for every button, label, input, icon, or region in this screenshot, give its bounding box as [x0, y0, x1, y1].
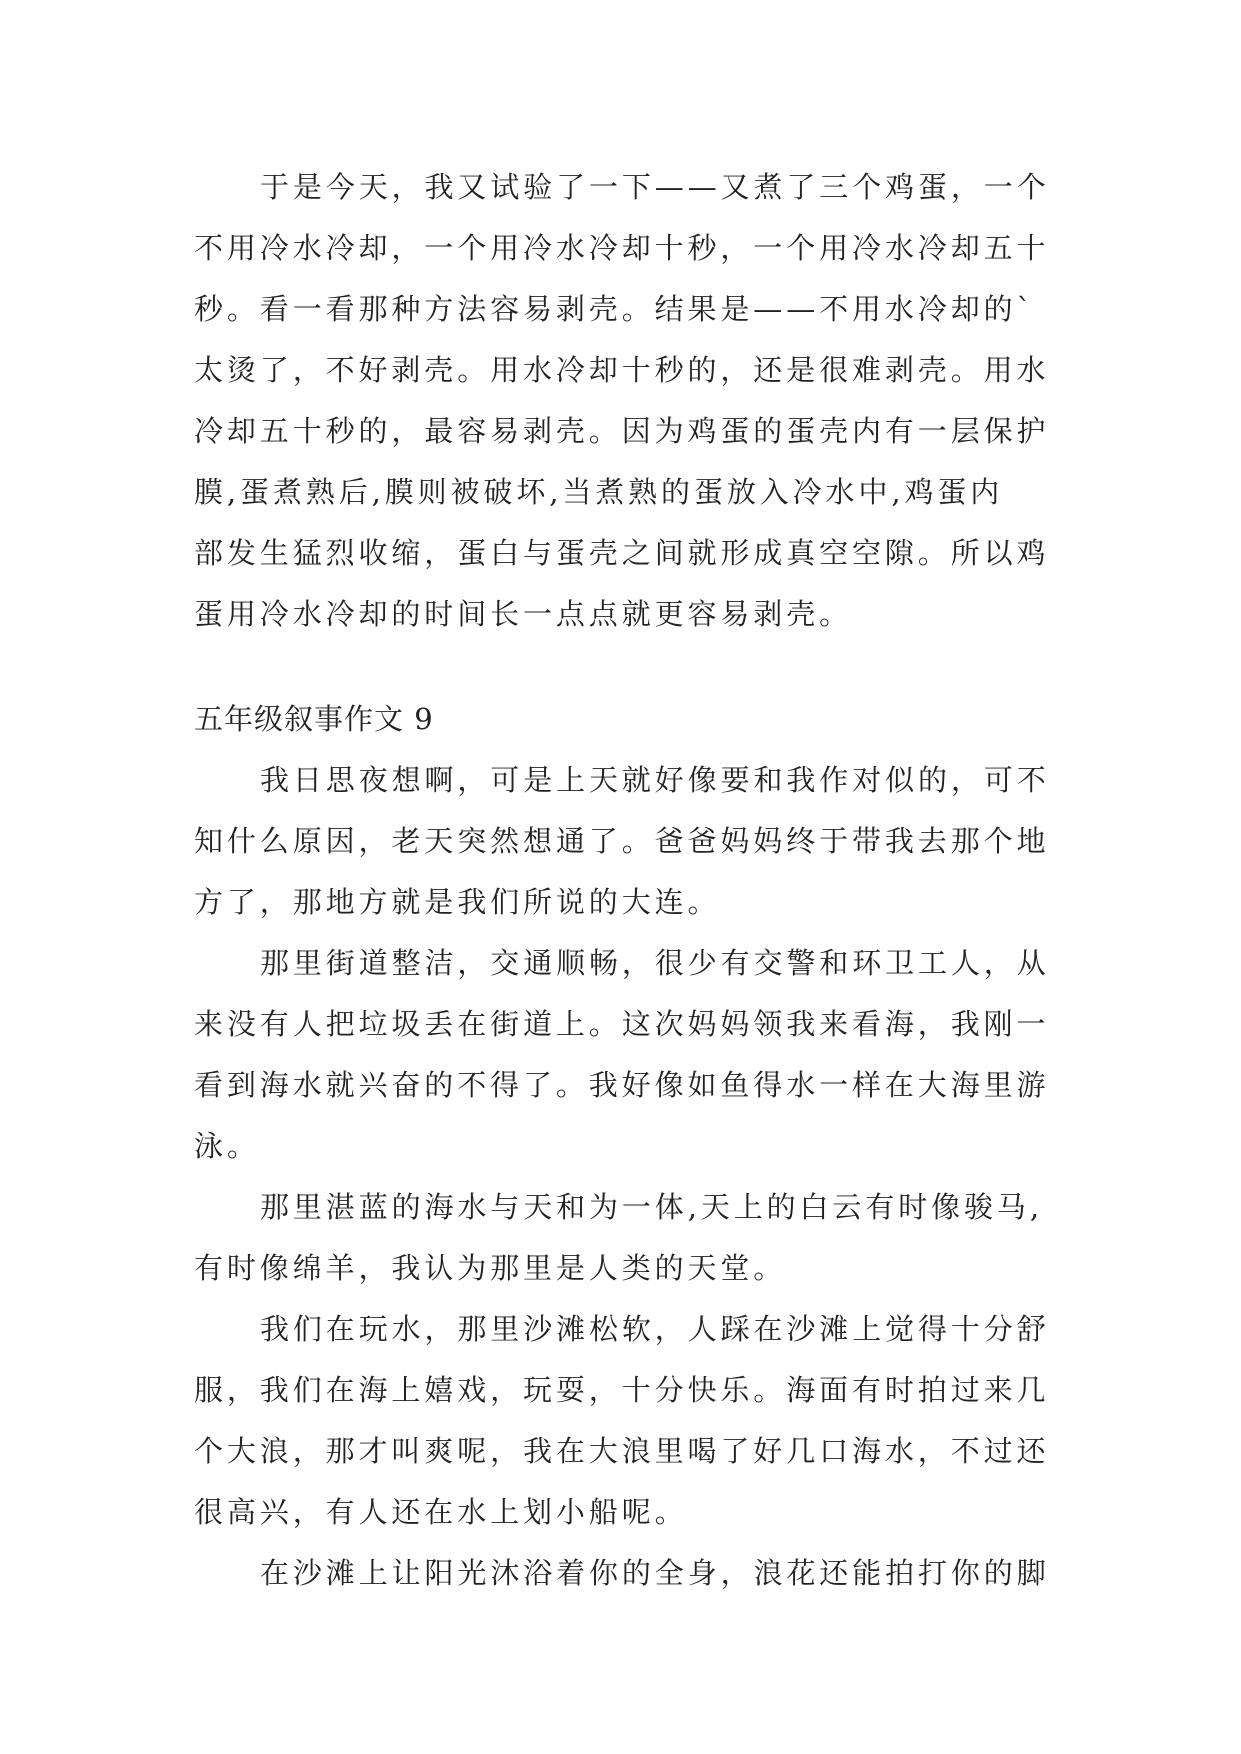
text-line: 蛋用冷水冷却的时间长一点点就更容易剥壳。 [194, 597, 853, 631]
text-line: 我们在玩水，那里沙滩松软，人踩在沙滩上觉得十分舒 [260, 1312, 1050, 1346]
text-line: 很高兴，有人还在水上划小船呢。 [194, 1495, 688, 1529]
paragraph-2 [194, 933, 1056, 1177]
text-line: 膜,蛋煮熟后,膜则被破坏,当煮熟的蛋放入冷水中,鸡蛋内 [194, 475, 1004, 509]
essay-heading: 五年级叙事作文 9 [194, 702, 434, 736]
text-line: 我日思夜想啊，可是上天就好像要和我作对似的，可不 [260, 763, 1050, 797]
text-line: 在沙滩上让阳光沐浴着你的全身，浪花还能拍打你的脚 [260, 1556, 1050, 1590]
text-line: 方了，那地方就是我们所说的大连。 [194, 885, 721, 919]
text-line: 来没有人把垃圾丢在街道上。这次妈妈领我来看海，我刚一 [194, 1007, 1050, 1041]
text-line: 那里湛蓝的海水与天和为一体,天上的白云有时像骏马, [260, 1190, 1043, 1224]
text-line: 于是今天，我又试验了一下——又煮了三个鸡蛋，一个 [260, 170, 1050, 204]
section-gap [194, 645, 1056, 689]
paragraph-5 [194, 1543, 1056, 1604]
text-line: 服，我们在海上嬉戏，玩耍，十分快乐。海面有时拍过来几 [194, 1373, 1050, 1407]
text-line: 看到海水就兴奋的不得了。我好像如鱼得水一样在大海里游 [194, 1068, 1050, 1102]
text-line: 有时像绵羊，我认为那里是人类的天堂。 [194, 1251, 787, 1285]
text-line: 那里街道整洁，交通顺畅，很少有交警和环卫工人，从 [260, 946, 1050, 980]
text-line: 秒。看一看那种方法容易剥壳。结果是——不用水冷却的` [194, 292, 1035, 326]
text-line: 泳。 [194, 1129, 260, 1163]
text-line: 冷却五十秒的，最容易剥壳。因为鸡蛋的蛋壳内有一层保护 [194, 414, 1050, 448]
text-line: 知什么原因，老天突然想通了。爸爸妈妈终于带我去那个地 [194, 824, 1050, 858]
text-line: 个大浪，那才叫爽呢，我在大浪里喝了好几口海水，不过还 [194, 1434, 1050, 1468]
paragraph-4 [194, 1299, 1056, 1543]
text-line: 太烫了，不好剥壳。用水冷却十秒的，还是很难剥壳。用水 [194, 353, 1050, 387]
text-line: 部发生猛烈收缩，蛋白与蛋壳之间就形成真空空隙。所以鸡 [194, 536, 1050, 570]
paragraph-3 [194, 1177, 1056, 1299]
text-line: 不用冷水冷却，一个用冷水冷却十秒，一个用冷水冷却五十 [194, 231, 1050, 265]
paragraph-egg-experiment [194, 157, 1056, 645]
document-page [194, 157, 1056, 1604]
paragraph-1 [194, 750, 1056, 933]
